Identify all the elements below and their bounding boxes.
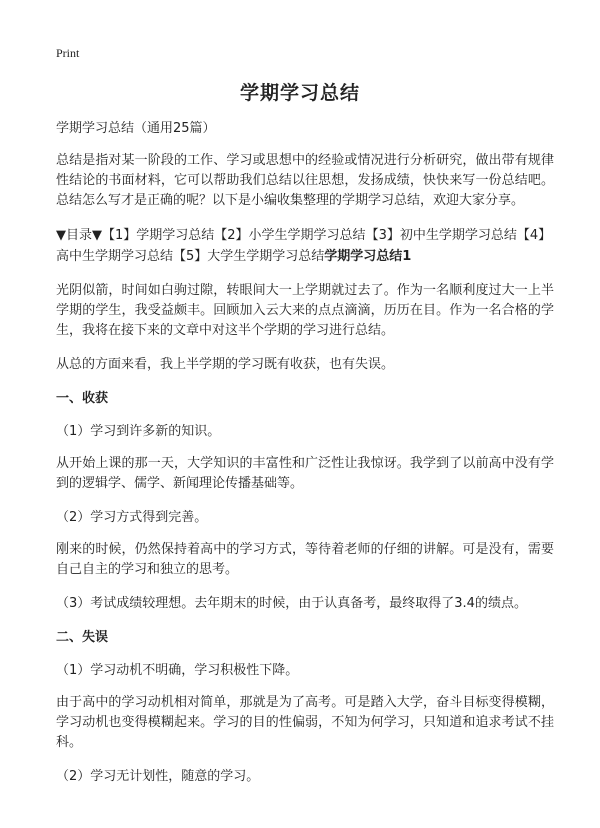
body-paragraph-1: 光阴似箭，时间如白驹过隙，转眼间大一上学期就过去了。作为一名顺利度过大一上半学期的学生，我受益颇丰。回顾加入云大来的点点滴滴，历历在目。作为一名合格的学生，我将在接下来的文章中对这半个学期的学习进行总结。 — [56, 283, 554, 338]
body-paragraph-2: 从总的方面来看，我上半学期的学习既有收获，也有失误。 — [56, 357, 395, 372]
mistake-item-1: （1）学习动机不明确，学习积极性下降。 — [56, 663, 299, 678]
article-body — [56, 119, 554, 799]
heading-mistakes: 二、失误 — [56, 630, 109, 645]
intro-paragraph: 总结是指对某一阶段的工作、学习或思想中的经验或情况进行分析研究，做出带有规律性结论的书面材料，它可以帮助我们总结以往思想，发扬成绩，快快来写一份总结吧。总结怎么写才是正确的呢？以下是小编收集整理的学期学习总结，欢迎大家分享。 — [56, 153, 554, 208]
toc-link-1[interactable]: 【1】学期学习总结 — [102, 228, 215, 243]
heading-gains: 一、收获 — [56, 391, 109, 406]
toc-link-2[interactable]: 【2】小学生学期学习总结 — [214, 228, 366, 243]
body-paragraph-4: 刚来的时候，仍然保持着高中的学习方式，等待着老师的仔细的讲解。可是没有，需要自己自主的学习和独立的思考。 — [56, 542, 554, 577]
section-heading-1: 学期学习总结1 — [324, 249, 412, 264]
body-paragraph-5: 由于高中的学习动机相对简单，那就是为了高考。可是踏入大学，奋斗目标变得模糊，学习动机也变得模糊起来。学习的目的性偏弱，不知为何学习，只知道和追求考试不挂科。 — [56, 695, 554, 750]
gain-item-1: （1）学习到许多新的知识。 — [56, 424, 221, 439]
mistake-item-2: （2）学习无计划性，随意的学习。 — [56, 769, 260, 784]
toc-marker: ▼目录▼ — [56, 228, 102, 243]
toc-link-5[interactable]: 【5】大学生学期学习总结 — [173, 249, 325, 264]
toc-link-4[interactable]: 【4】高中生学期学习总结 — [56, 228, 552, 264]
table-of-contents — [56, 225, 554, 267]
gain-item-2: （2）学习方式得到完善。 — [56, 510, 208, 525]
toc-link-3[interactable]: 【3】初中生学期学习总结 — [365, 228, 517, 243]
body-paragraph-3: 从开始上课的那一天，大学知识的丰富性和广泛性让我惊讶。我学到了以前高中没有学到的逻辑学、儒学、新闻理论传播基础等。 — [56, 456, 554, 491]
article-subtitle: 学期学习总结（通用25篇） — [56, 121, 216, 136]
page-title: 学期学习总结 — [239, 82, 360, 104]
print-link[interactable]: Print — [56, 46, 80, 60]
gain-item-3: （3）考试成绩较理想。去年期末的时候，由于认真备考，最终取得了3.4的绩点。 — [56, 596, 527, 611]
